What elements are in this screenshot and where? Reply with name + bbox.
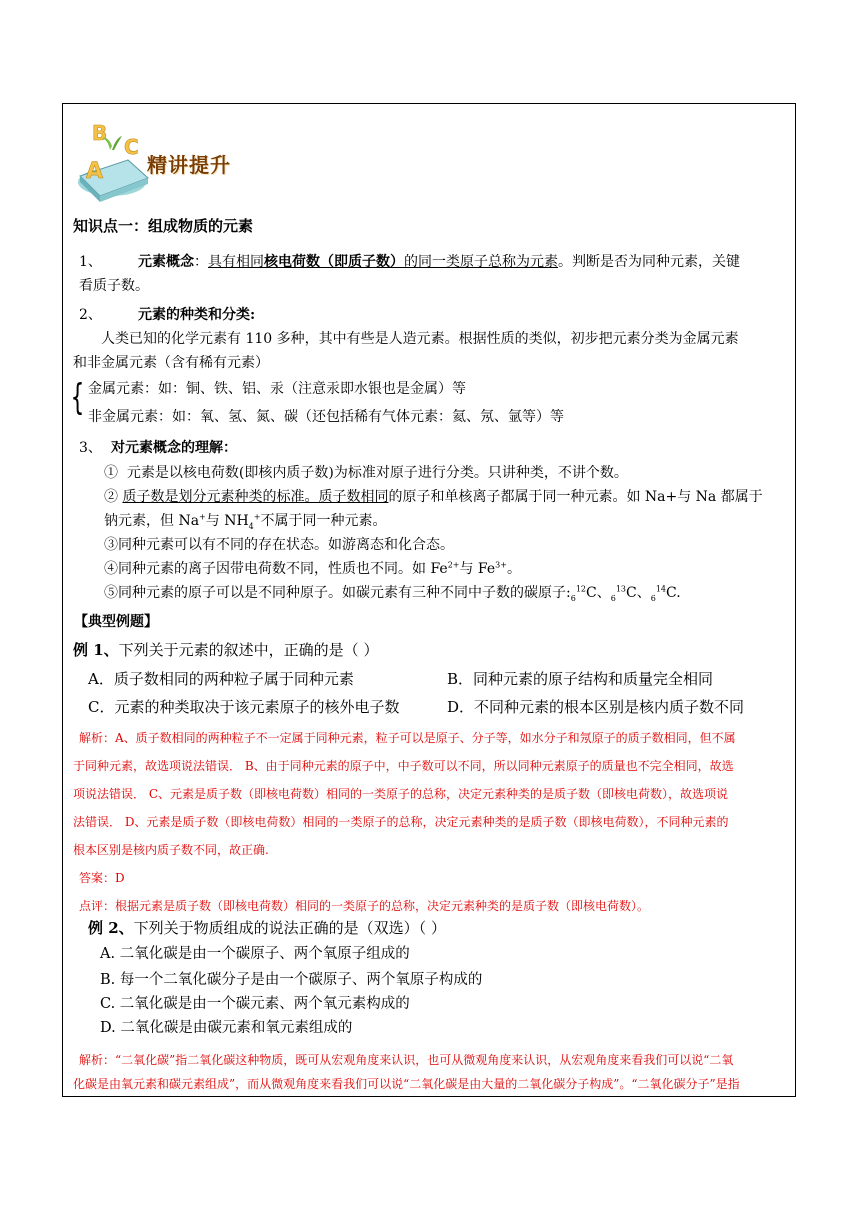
example1-answer: 答案：D — [79, 871, 125, 885]
nh4-subscript: 4 — [248, 521, 254, 531]
example1-option-a: A．质子数相同的两种粒子属于同种元素 — [88, 670, 354, 688]
fe2-charge: 2+ — [447, 560, 460, 570]
example2-question — [88, 920, 446, 936]
banner-title: 精讲提升 — [147, 153, 231, 177]
example1-analysis-line-3: 项说法错误． C、元素是质子数（即核电荷数）相同的一类原子的总称，决定元素种类的是质子数（即核电荷数），故选项说 — [73, 787, 729, 801]
item3-point2 — [104, 489, 763, 505]
item1-def-c: 的同一类原子总称为元素 — [404, 254, 558, 270]
point4-text-a: ④同种元素的离子因带电荷数不同，性质也不同。如 Fe — [104, 561, 448, 577]
isotope-c13: $_6^{13}$C、 — [610, 584, 651, 603]
item1-rest: 。判断是否为同种元素，关键 — [558, 254, 740, 270]
letter-c: C — [124, 135, 139, 159]
example2-option-b: B. 每一个二氧化碳分子是由一个碳原子、两个氧原子构成的 — [100, 972, 483, 988]
item2-label: 元素的种类和分类: — [138, 307, 256, 323]
example1-number: 例 1、 — [73, 641, 119, 659]
example1-analysis-line-4: 法错误． D、元素是质子数（即核电荷数）相同的一类原子的总称，决定元素种类的是质子数（即核电荷数），不同种元素的 — [73, 815, 729, 829]
point1-marker: ① — [104, 465, 118, 481]
item3-point2-continuation — [104, 513, 386, 529]
item3-point4 — [104, 561, 521, 577]
classification-brace: { — [70, 377, 85, 418]
section-heading: 知识点一：组成物质的元素 — [73, 217, 254, 235]
letter-a: A — [86, 159, 104, 184]
example1-analysis-line-5: 根本区别是核内质子数不同，故正确. — [73, 843, 269, 857]
example2-option-d: D. 二氧化碳是由碳元素和氧元素组成的 — [100, 1020, 353, 1036]
item3-label: 对元素概念的理解： — [111, 440, 237, 456]
item1-text — [138, 254, 740, 270]
point2-text-a: 质子数是划分元素种类的标准 — [122, 489, 305, 505]
point4-text-c: 。 — [506, 561, 521, 577]
item1-def-a: 具有相同 — [208, 254, 264, 270]
item1-number: 1、 — [79, 254, 102, 270]
point2-cont-b: 与 NH — [205, 513, 249, 529]
item3-point3: ③同种元素可以有不同的存在状态。如游离态和化合态。 — [104, 537, 454, 553]
example1-option-c: C．元素的种类取决于该元素原子的核外电子数 — [88, 698, 400, 716]
example1-option-b: B．同种元素的原子结构和质量完全相同 — [447, 670, 714, 688]
nh4-charge: + — [253, 512, 261, 522]
example2-analysis-line-2: 化碳是由氧元素和碳元素组成”，而从微观角度来看我们可以说“二氧化碳是由大量的二氧化碳分子构成”。“二氧化碳分子”是指 — [73, 1077, 740, 1091]
point5-text: ⑤同种元素的原子可以是不同种原子。如碳元素有三种不同中子数的碳原子: — [104, 585, 571, 601]
example2-analysis-line-1: 解析：“二氧化碳”指二氧化碳这种物质，既可从宏观角度来认识，也可从微观角度来认识，从宏观角度来看我们可以说“二氧 — [79, 1053, 734, 1067]
na-charge: + — [199, 512, 206, 522]
point2-text-c: 的原子和单核离子都属于同一种元素。如 Na+与 Na 都属于 — [388, 489, 763, 505]
example1-analysis-line-1: 解析：A、质子数相同的两种粒子不一定属于同种元素，粒子可以是原子、分子等，如水分子和氖原子的质子数相同，但不属 — [79, 731, 736, 745]
letter-b: B — [92, 121, 108, 145]
item2-paragraph-1: 人类已知的化学元素有 110 多种，其中有些是人造元素。根据性质的类似，初步把元素分类为金属元素 — [101, 331, 739, 347]
item3-point5 — [104, 585, 681, 601]
example1-question — [73, 642, 378, 658]
examples-heading: 【典型例题】 — [74, 614, 158, 630]
example1-analysis-line-2: 于同种元素，故选项说法错误． B、由于同种元素的原子中，中子数可以不同，所以同种元素原子的质量也不完全相同，故选 — [73, 759, 734, 773]
abc-book-logo — [72, 120, 152, 202]
point2-marker: ② — [104, 489, 118, 505]
point2-text-b: 。质子数相同 — [304, 489, 389, 505]
item3-number: 3、 — [79, 440, 102, 456]
item2-number: 2、 — [79, 307, 102, 323]
point1-text: 元素是以核电荷数(即核内质子数)为标准对原子进行分类。只讲种类，不讲个数。 — [126, 465, 628, 481]
point4-text-b: 与 Fe — [459, 561, 496, 577]
metal-elements-line: 金属元素：如：铜、铁、铝、汞（注意汞即水银也是金属）等 — [88, 381, 466, 397]
example2-option-a: A. 二氧化碳是由一个碳原子、两个氧原子组成的 — [100, 946, 410, 962]
example2-question-text: 下列关于物质组成的说法正确的是（双选）（ ） — [133, 919, 446, 937]
example1-question-text: 下列关于元素的叙述中，正确的是（ ） — [118, 641, 379, 659]
item1-def-b: 核电荷数（即质子数） — [264, 254, 404, 270]
item1-label: 元素概念 — [138, 254, 194, 270]
example2-number: 例 2、 — [88, 919, 134, 937]
example1-option-d: D．不同种元素的根本区别是核内质子数不同 — [447, 698, 745, 716]
point2-cont-a: 钠元素，但 Na — [104, 513, 200, 529]
item1-continuation: 看质子数。 — [79, 278, 149, 294]
point2-cont-c: 不属于同一种元素。 — [260, 513, 387, 529]
isotope-c14: $_6^{14}$C. — [650, 584, 681, 603]
example1-comment: 点评：根据元素是质子数（即核电荷数）相同的一类原子的总称，决定元素种类的是质子数（即核电荷数）。 — [79, 899, 650, 913]
fe3-charge: 3+ — [495, 560, 507, 570]
item2-paragraph-2: 和非金属元素（含有稀有元素） — [73, 355, 269, 371]
isotope-c12: $_6^{12}$C、 — [570, 584, 611, 603]
item3-point1 — [104, 465, 628, 481]
nonmetal-elements-line: 非金属元素：如：氧、氢、氮、碳（还包括稀有气体元素：氦、氖、氩等）等 — [88, 409, 564, 425]
example2-option-c: C. 二氧化碳是由一个碳元素、两个氧元素构成的 — [100, 996, 410, 1012]
item1-colon: ： — [194, 254, 208, 270]
